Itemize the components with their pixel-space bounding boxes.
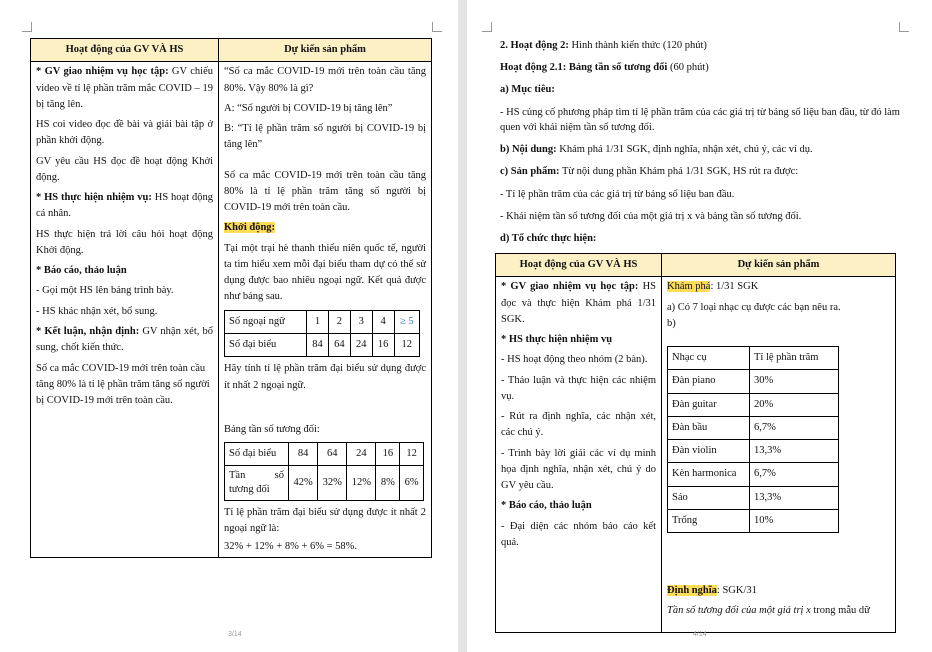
col-header-expected-product: Dự kiến sản phẩm xyxy=(662,254,896,277)
languages-table: Số ngoại ngữ 1 2 3 4 ≥ 5 Số đại biểu 84 64 24 16 12 xyxy=(224,310,420,358)
page-number: 3/14 xyxy=(228,631,242,638)
relative-frequency-table: Số đại biểu 84 64 24 16 12 Tần số tương đối 42% 32% 12% 8% 6% xyxy=(224,442,424,501)
col-header-teacher-student: Hoạt động của GV VÀ HS xyxy=(31,39,219,62)
crop-mark xyxy=(432,22,442,32)
teacher-student-activities: * GV giao nhiệm vụ học tập: HS đọc và thực hiện Khám phá 1/31 SGK. * HS thực hiện nhiệm vụ - HS hoạt động theo nhóm (2 bàn). - Thảo luận và thực hiện các nhiệm vụ. - Rút ra định nghĩa, các nhận xét, các chú ý. - Trình bày lời giải các ví dụ minh họa định nghĩa, nhận xét, chú ý do GV yêu cầu. * Báo cáo, thảo luận - Đại diện các nhóm báo cáo kết quả. xyxy=(496,277,662,633)
expected-products: “Số ca mắc COVID-19 mới trên toàn cầu tăng 80%. Vậy 80% là gì? A: “Số người bị COVID-19 bị tăng lên” B: “Tỉ lệ phần trăm số người bị COVID-19 bị tăng lên” Số ca mắc COVID-19 mới trên toàn cầu tăng 80% là tỉ lệ phần trăm tăng số người bị COVID-19 mới trên toàn cầu. Khởi động: Tại một trại hè thanh thiếu niên quốc tế, người ta tìm hiểu xem mỗi đại biểu tham dự có thể sử dụng được bao nhiêu ngoại ngữ. Kết quả được như bảng sau. Số ngoại ngữ 1 2 3 4 ≥ 5 Số đại biểu 84 64 24 16 12 Hãy tính tỉ lệ phần trăm đại biểu sử dụng được ít nhất 2 ngoại ngữ. Bảng tần số tương đối: Số đại biểu 84 64 24 16 12 Tần số tương đối 42% 32% 12% 8% 6% Tỉ lệ phần trăm đại biểu sử dụng được ít nhất 2 ngoại ngữ là: 32% + 12% + 8% + 6% = 58%. xyxy=(219,62,432,558)
activity-table-startup xyxy=(30,38,432,558)
crop-mark xyxy=(22,22,32,32)
instrument-percentage-table: Nhạc cụ Tỉ lệ phần trăm Đàn piano 30% Đàn guitar 20% Đàn bầu 6,7% Đàn violin 13,3% Kèn harmonica 6,7% Sáo 13,3% Trống 10% xyxy=(667,346,839,533)
section-intro: 2. Hoạt động 2: Hình thành kiến thức (120 phút) Hoạt động 2.1: Bảng tần số tương đối (60 phút) a) Mục tiêu: - HS củng cố phương pháp tìm tỉ lệ phần trăm của các giá trị từ bảng số liệu ban đầu, từ đó làm quen với khái niệm tần số tương đối. b) Nội dung: Khám phá 1/31 SGK, định nghĩa, nhận xét, chú ý, các ví dụ. c) Sản phẩm: Từ nội dung phần Khám phá 1/31 SGK, HS rút ra được: - Tỉ lệ phần trăm của các giá trị từ bảng số liệu ban đầu. - Khái niệm tần số tương đối của một giá trị x và bảng tần số tương đối. d) Tổ chức thực hiện: xyxy=(500,40,900,244)
table-row: Đàn piano 30% xyxy=(668,370,839,393)
table-row: Đàn violin 13,3% xyxy=(668,440,839,463)
expected-products: Khám phá: 1/31 SGK a) Có 7 loại nhạc cụ được các bạn nêu ra. b) Nhạc cụ Tỉ lệ phần trăm Đàn piano 30% Đàn guitar 20% Đàn bầu 6,7% Đàn violin 13,3% Kèn harmonica 6,7% Sáo 13,3% Trống 10% Định nghĩa: SGK/31 Tần số tương đối của một giá trị x trong mẫu dữ xyxy=(662,277,896,633)
table-row: Đàn bầu 6,7% xyxy=(668,416,839,439)
teacher-student-activities: * GV giao nhiệm vụ học tập: GV chiếu video về tỉ lệ phần trăm mắc COVID – 19 bị tăng lên. HS coi video đọc đề bài và giải bài tập ở phần khởi động. GV yêu cầu HS đọc đề hoạt động Khởi động. * HS thực hiện nhiệm vụ: HS hoạt động cá nhân. HS thực hiện trả lời câu hỏi hoạt động Khởi động. * Báo cáo, thảo luận - Gọi một HS lên bảng trình bày. - HS khác nhận xét, bổ sung. * Kết luận, nhận định: GV nhận xét, bổ sung, chốt kiến thức. Số ca mắc COVID-19 mới trên toàn cầu tăng 80% là tỉ lệ phần trăm tăng số người bị COVID-19 mới trên toàn cầu. xyxy=(31,62,219,558)
crop-mark xyxy=(482,22,492,32)
khoi-dong-label: Khởi động: xyxy=(224,222,276,234)
table-row: Đàn guitar 20% xyxy=(668,393,839,416)
activity-table-relative-frequency xyxy=(495,253,896,633)
table-row: Kèn harmonica 6,7% xyxy=(668,463,839,486)
col-header-expected-product: Dự kiến sản phẩm xyxy=(219,39,432,62)
page-number: 4/14 xyxy=(693,631,707,638)
document-page-4 xyxy=(467,0,932,652)
col-header-teacher-student: Hoạt động của GV VÀ HS xyxy=(496,254,662,277)
crop-mark xyxy=(899,22,909,32)
kham-pha-label: Khám phá xyxy=(667,281,711,293)
document-page-3 xyxy=(0,0,458,652)
table-row: Sáo 13,3% xyxy=(668,486,839,509)
table-row: Trống 10% xyxy=(668,509,839,532)
dinh-nghia-label: Định nghĩa xyxy=(667,585,717,597)
